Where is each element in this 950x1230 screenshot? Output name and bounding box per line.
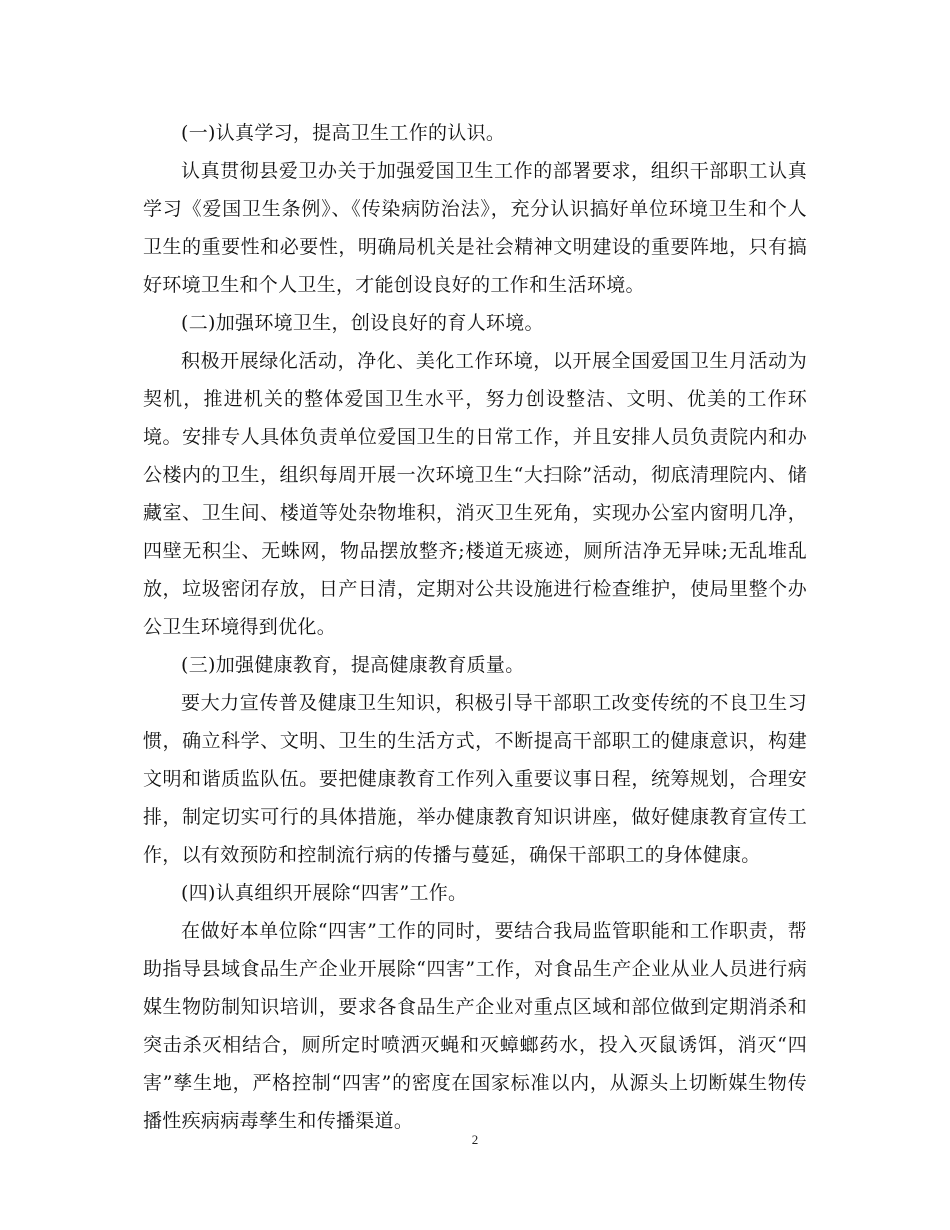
section-heading-2: (二)加强环境卫生，创设良好的育人环境。: [181, 312, 544, 334]
body-paragraph-4: 在做好本单位除“四害”工作的同时，要结合我局监管职能和工作职责，帮助指导县域食品生产企业开展除“四害”工作，对食品生产企业从业人员进行病媒生物防制知识培训，要求各食品生产企业对重点区域和部位做到定期消杀和突击杀灭相结合，厕所定时喷洒灭蝇和灭蟑螂药水，投入灭鼠诱饵，消灭“四害”孳生地，严格控制“四害”的密度在国家标准以内，从源头上切断媒生物传播性疾病病毒孳生和传播渠道。: [143, 920, 807, 1132]
body-paragraph-2: 积极开展绿化活动，净化、美化工作环境，以开展全国爱国卫生月活动为契机，推进机关的整体爱国卫生水平，努力创设整洁、文明、优美的工作环境。安排专人具体负责单位爱国卫生的日常工作，并且安排人员负责院内和办公楼内的卫生，组织每周开展一次环境卫生“大扫除”活动，彻底清理院内、储藏室、卫生间、楼道等处杂物堆积，消灭卫生死角，实现办公室内窗明几净，四壁无积尘、无蛛网，物品摆放整齐;楼道无痰迹，厕所洁净无异味;无乱堆乱放，垃圾密闭存放，日产日清，定期对公共设施进行检查维护，使局里整个办公卫生环境得到优化。: [143, 350, 807, 638]
document-body: [143, 114, 807, 1140]
section-heading-4: (四)认真组织开展除“四害”工作。: [181, 882, 468, 904]
body-paragraph-3: 要大力宣传普及健康卫生知识，积极引导干部职工改变传统的不良卫生习惯，确立科学、文明、卫生的生活方式，不断提高干部职工的健康意识，构建文明和谐质监队伍。要把健康教育工作列入重要议事日程，统筹规划，合理安排，制定切实可行的具体措施，举办健康教育知识讲座，做好健康教育宣传工作，以有效预防和控制流行病的传播与蔓延，确保干部职工的身体健康。: [143, 692, 807, 866]
section-heading-1: (一)认真学习，提高卫生工作的认识。: [181, 122, 506, 144]
body-paragraph-1: 认真贯彻县爱卫办关于加强爱国卫生工作的部署要求，组织干部职工认真学习《爱国卫生条例》、《传染病防治法》，充分认识搞好单位环境卫生和个人卫生的重要性和必要性，明确局机关是社会精神文明建设的重要阵地，只有搞好环境卫生和个人卫生，才能创设良好的工作和生活环境。: [143, 160, 807, 296]
page-number: 2: [471, 1132, 479, 1147]
section-heading-3: (三)加强健康教育，提高健康教育质量。: [181, 654, 525, 676]
